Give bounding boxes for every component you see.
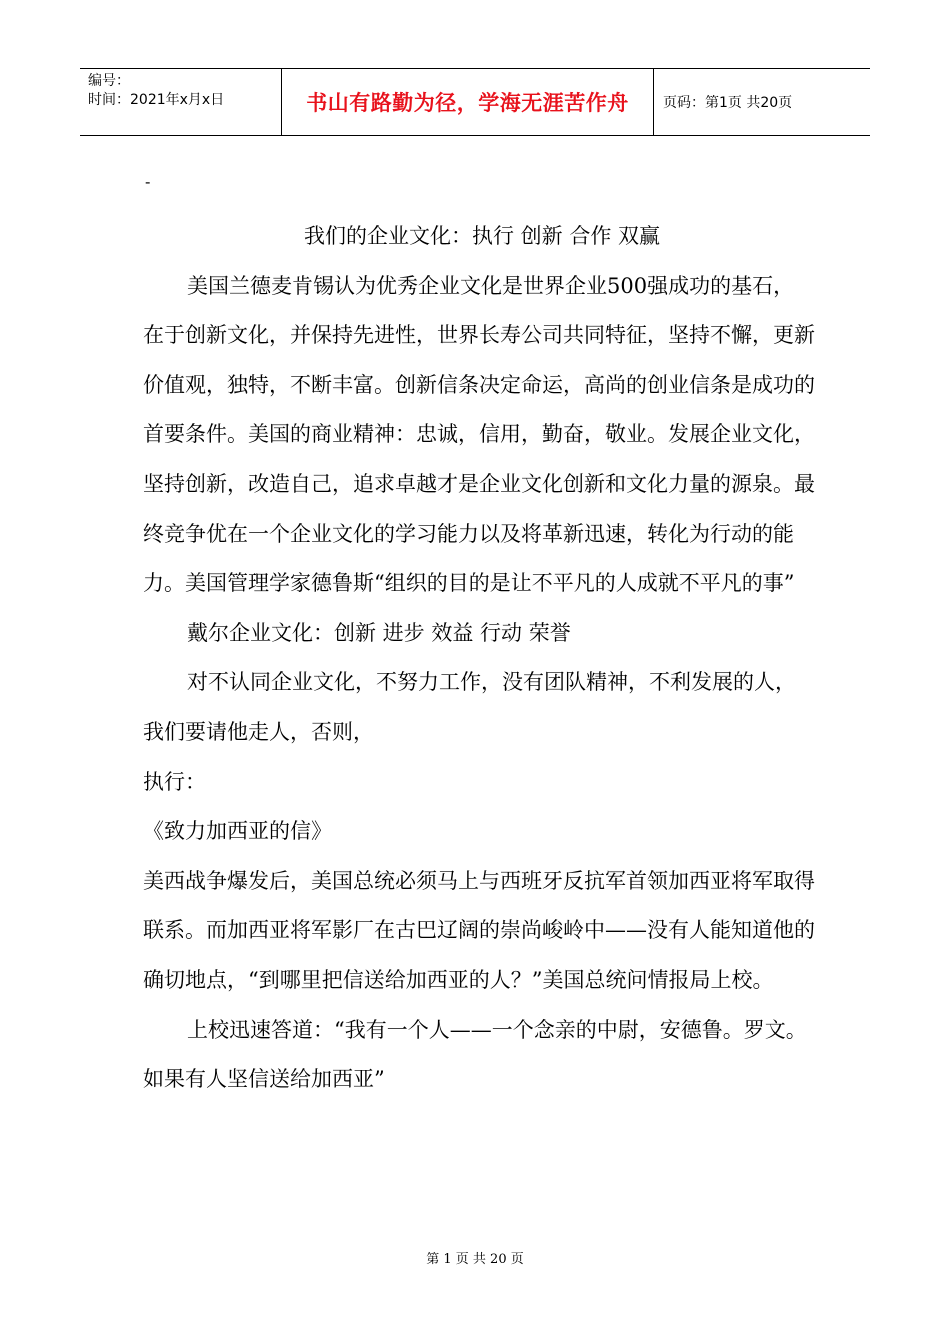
paragraph: 对不认同企业文化，不努力工作，没有团队精神，不利发展的人，我们要请他走人，否则， <box>143 670 796 744</box>
number-label: 编号： <box>88 73 130 89</box>
document-header <box>80 68 870 136</box>
document-title: 我们的企业文化：执行 创新 合作 双赢 <box>303 224 661 248</box>
paragraph: 美西战争爆发后，美国总统必须马上与西班牙反抗军首领加西亚将军取得联系。而加西亚将军影厂在古巴辽阔的崇尚峻岭中——没有人能知道他的确切地点，“到哪里把信送给加西亚的人？”美国总统问情报局上校。 <box>143 868 815 992</box>
header-page-info: 页码：第1页 共20页 <box>663 95 793 111</box>
paragraph: 执行： <box>143 769 206 794</box>
dash-mark: - <box>145 172 151 191</box>
paragraph: 戴尔企业文化：创新 进步 效益 行动 荣誉 <box>187 620 571 645</box>
document-body <box>143 212 815 1105</box>
paragraph: 上校迅速答道：“我有一个人——一个念亲的中尉，安德鲁。罗文。如果有人坚信送给加西亚” <box>143 1017 807 1092</box>
paragraph: 《致力加西亚的信》 <box>143 819 332 844</box>
time-label: 时间：2021年x月x日 <box>88 92 225 108</box>
page-footer: 第 1 页 共 20 页 <box>426 1252 524 1267</box>
header-meta <box>80 69 282 135</box>
header-motto: 书山有路勤为径，学海无涯苦作舟 <box>282 69 654 135</box>
paragraph: 美国兰德麦肯锡认为优秀企业文化是世界企业500强成功的基石，在于创新文化，并保持先进性，世界长寿公司共同特征，坚持不懈，更新价值观，独特，不断丰富。创新信条决定命运，高尚的创业信条是成功的首要条件。美国的商业精神：忠诚，信用，勤奋，敬业。发展企业文化，坚持创新，改造自己，追求卓越才是企业文化创新和文化力量的源泉。最终竞争优在一个企业文化的学习能力以及将革新迅速，转化为行动的能力。美国管理学家德鲁斯“组织的目的是让不平凡的人成就不平凡的事” <box>143 273 815 596</box>
